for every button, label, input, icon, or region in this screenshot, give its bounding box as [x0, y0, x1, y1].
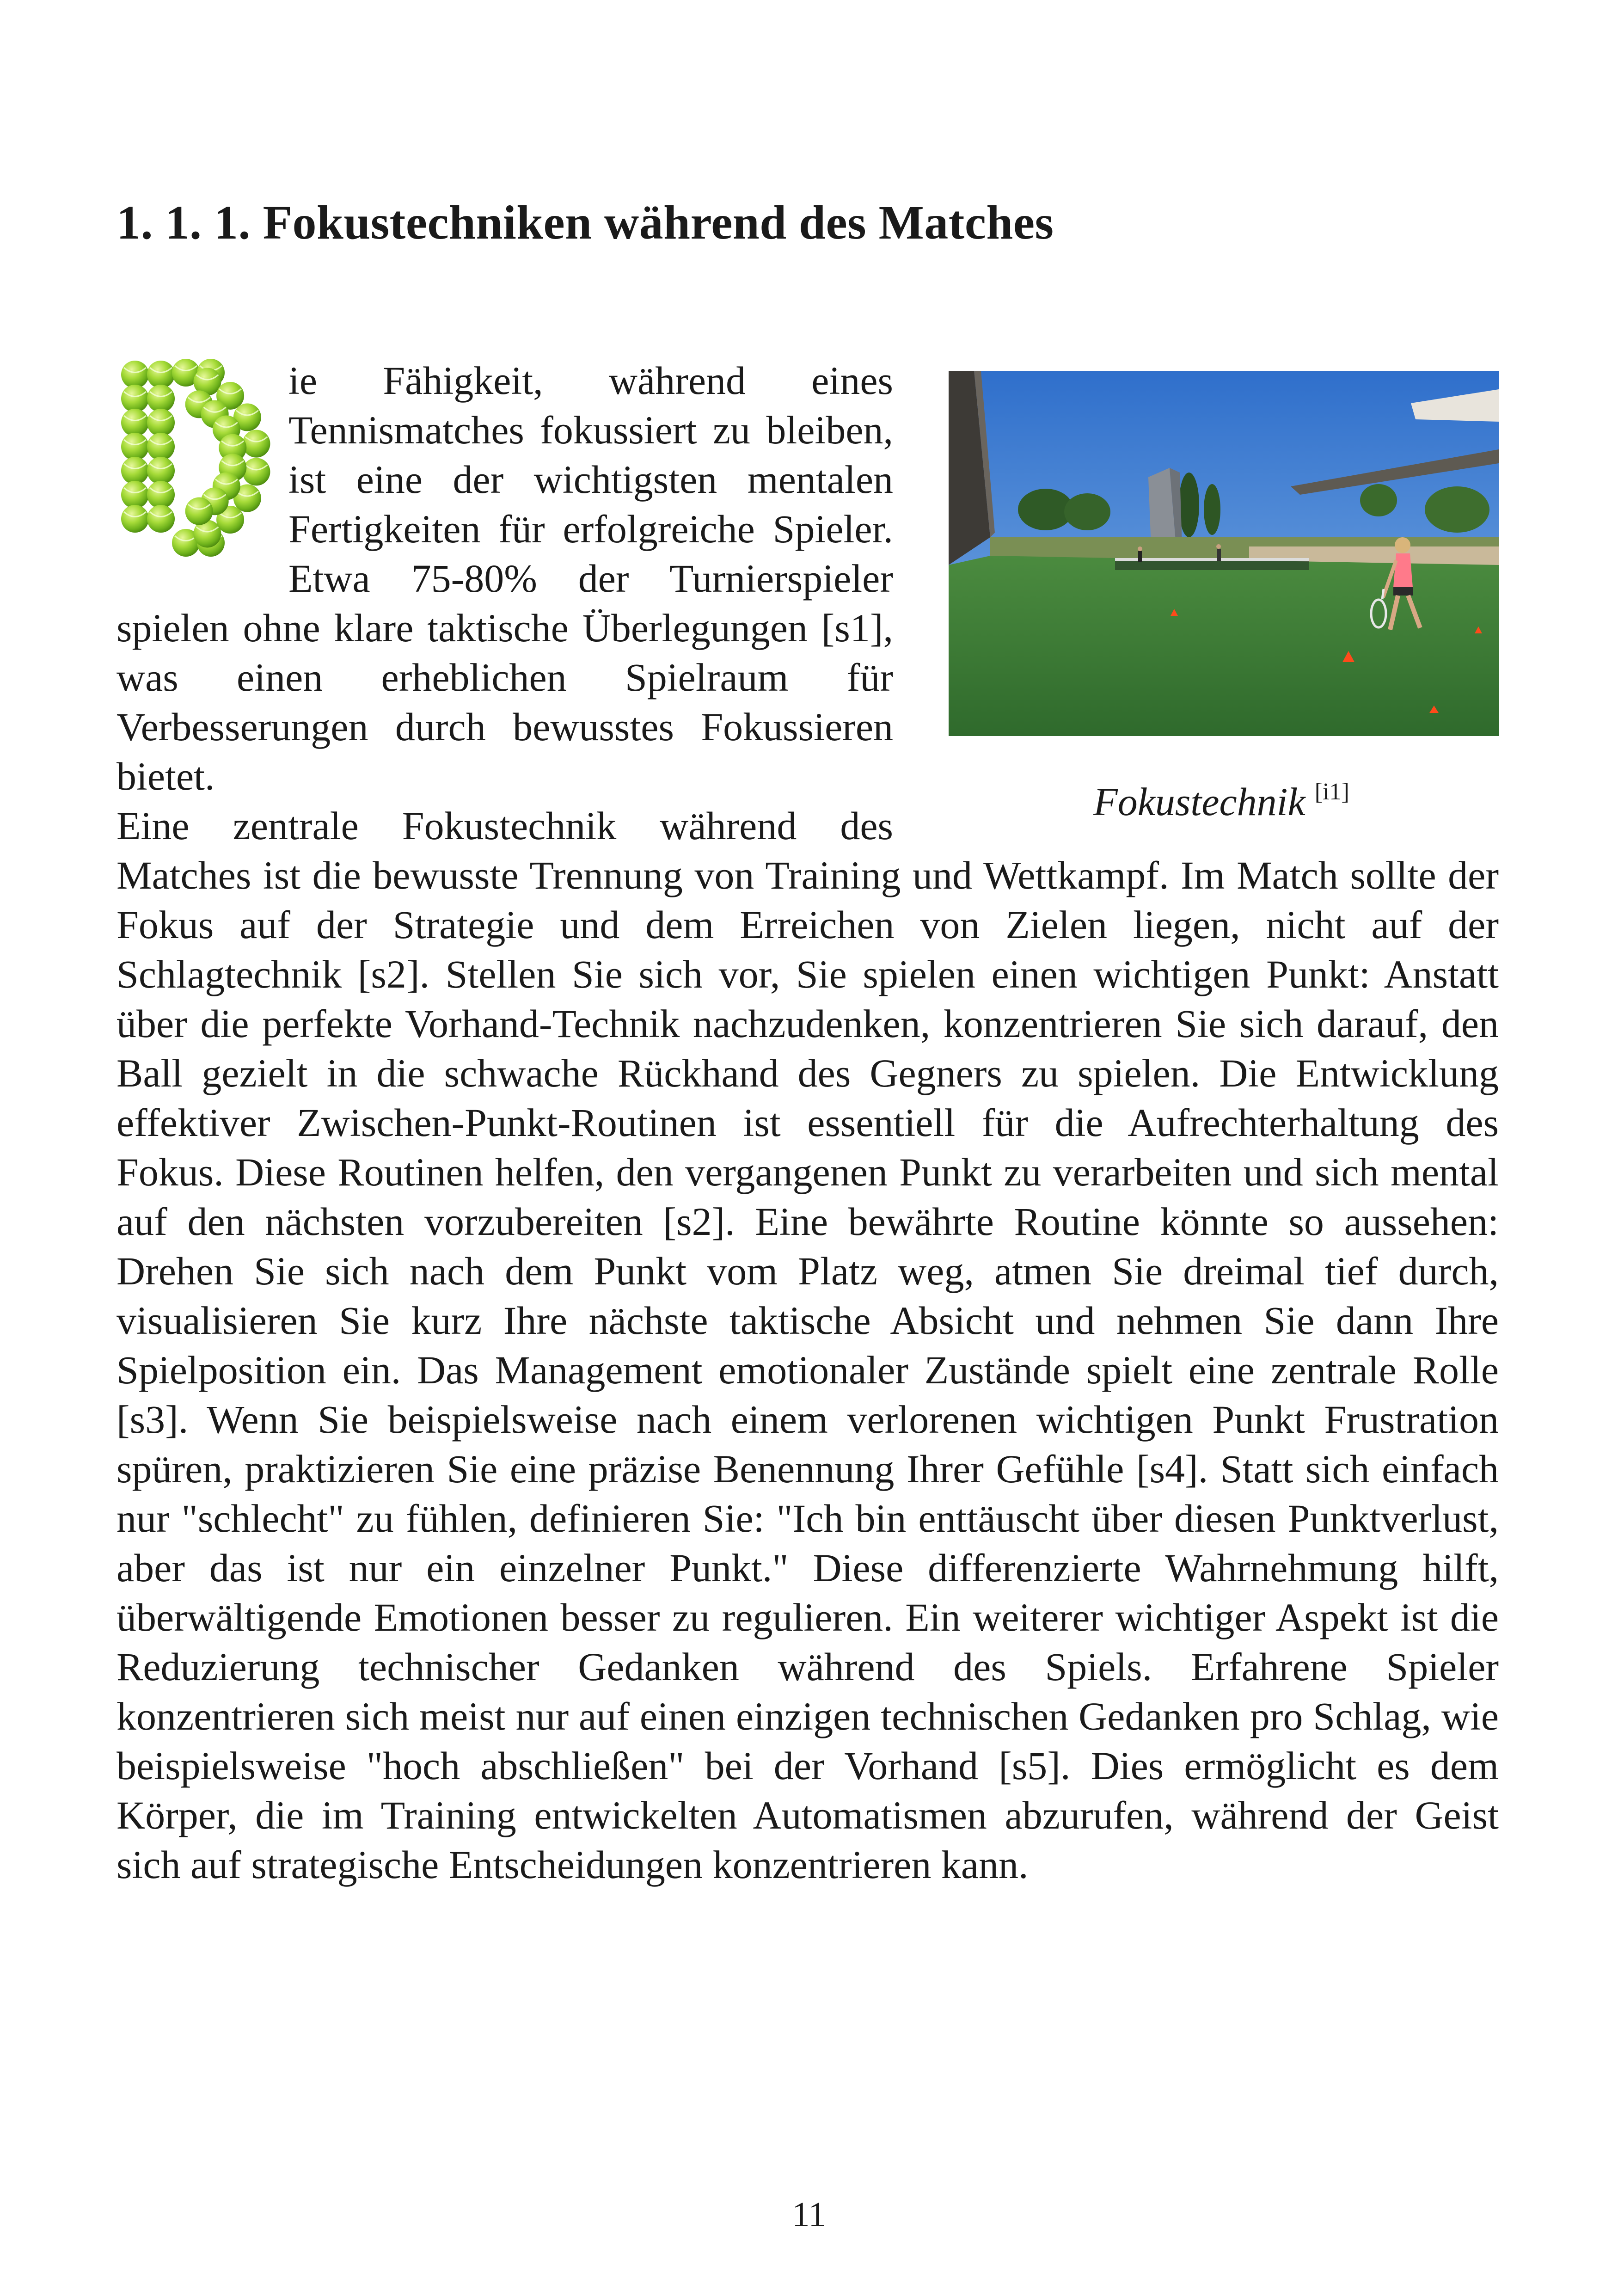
- tennis-ball: [147, 409, 175, 436]
- tennis-ball: [147, 505, 175, 533]
- tennis-court-photo: [949, 371, 1499, 736]
- tennis-ball: [121, 457, 149, 485]
- caption-reference: [i1]: [1314, 779, 1349, 805]
- body-text: [116, 356, 1499, 1890]
- tennis-ball: [121, 361, 149, 388]
- tennis-ball: [121, 505, 149, 533]
- paragraph-1-text: ie Fähigkeit, während eines Tennismatches fokussiert zu bleiben, ist eine der wichtigsten mentalen Fertigkeiten für erfolgreiche Spieler. Etwa 75-80% der Turnierspieler spielen ohne klare taktische Überlegungen [s1], was einen erheblichen Spielraum für Verbesserungen durch bewusstes Fokussieren bietet.: [116, 358, 893, 798]
- tennis-ball: [147, 361, 175, 388]
- tennis-ball: [147, 433, 175, 460]
- tennis-ball: [147, 481, 175, 509]
- figure: [949, 371, 1499, 838]
- tennis-ball: [242, 458, 270, 485]
- tennis-ball: [121, 433, 149, 460]
- tennis-ball: [121, 481, 149, 509]
- tennis-ball: [121, 385, 149, 412]
- page-number: 11: [792, 2195, 826, 2234]
- paragraph-2-text: Eine zentrale Fokustechnik während des Matches ist die bewusste Trennung von Training und Wettkampf. Im Match sollte der Fokus auf der Strategie und dem Erreichen von Zielen liegen, nicht auf der Schlagtechnik [s2]. Stellen Sie sich vor, Sie spielen einen wichtigen Punkt: Anstatt über die perfekte Vorhand-Technik nachzudenken, konzentrieren Sie sich darauf, den Ball gezielt in die schwache Rückhand des Gegners zu spielen. Die Entwicklung effektiver Zwischen-Punkt-Routinen ist essentiell für die Aufrechterhaltung des Fokus. Diese Routinen helfen, den vergangenen Punkt zu verarbeiten und sich mental auf den nächsten vorzubereiten [s2]. Eine bewährte Routine könnte so aussehen: Drehen Sie sich nach dem Punkt vom Platz weg, atmen Sie dreimal tief durch, visualisieren Sie kurz Ihre nächste taktische Absicht und nehmen Sie dann Ihre Spielposition ein. Das Management emotionaler Zustände spielt eine zentrale Rolle [s3]. Wenn Sie beispielsweise nach einem verlorenen wichtigen Punkt Frustration spüren, praktizieren Sie eine präzise Benennung Ihrer Gefühle [s4]. Statt sich einfach nur "schlecht" zu fühlen, definieren Sie: "Ich bin enttäuscht über diesen Punktverlust, aber das ist nur ein einzelner Punkt." Diese differenzierte Wahrnehmung hilft, überwältigende Emotionen besser zu regulieren. Ein weiterer wichtiger Aspekt ist die Reduzierung technischer Gedanken während des Spiels. Erfahrene Spieler konzentrieren sich meist nur auf einen einzigen technischen Gedanken pro Schlag, wie beispielsweise "hoch abschließen" bei der Vorhand [s5]. Dies ermöglicht es dem Körper, die im Training entwickelten Automatismen abzurufen, während der Geist sich auf strategische Entscheidungen konzentrieren kann.: [116, 804, 1499, 1887]
- dropcap-tennis-ball-letter-icon: [116, 356, 278, 559]
- tennis-ball: [121, 409, 149, 436]
- tennis-ball: [185, 497, 213, 525]
- tennis-ball: [147, 457, 175, 485]
- tennis-ball: [242, 430, 270, 458]
- tennis-ball: [147, 385, 175, 412]
- caption-text: Fokustechnik: [1093, 780, 1305, 824]
- section-heading: 1. 1. 1. Fokustechniken während des Matches: [116, 196, 1054, 249]
- figure-caption: [949, 779, 1499, 825]
